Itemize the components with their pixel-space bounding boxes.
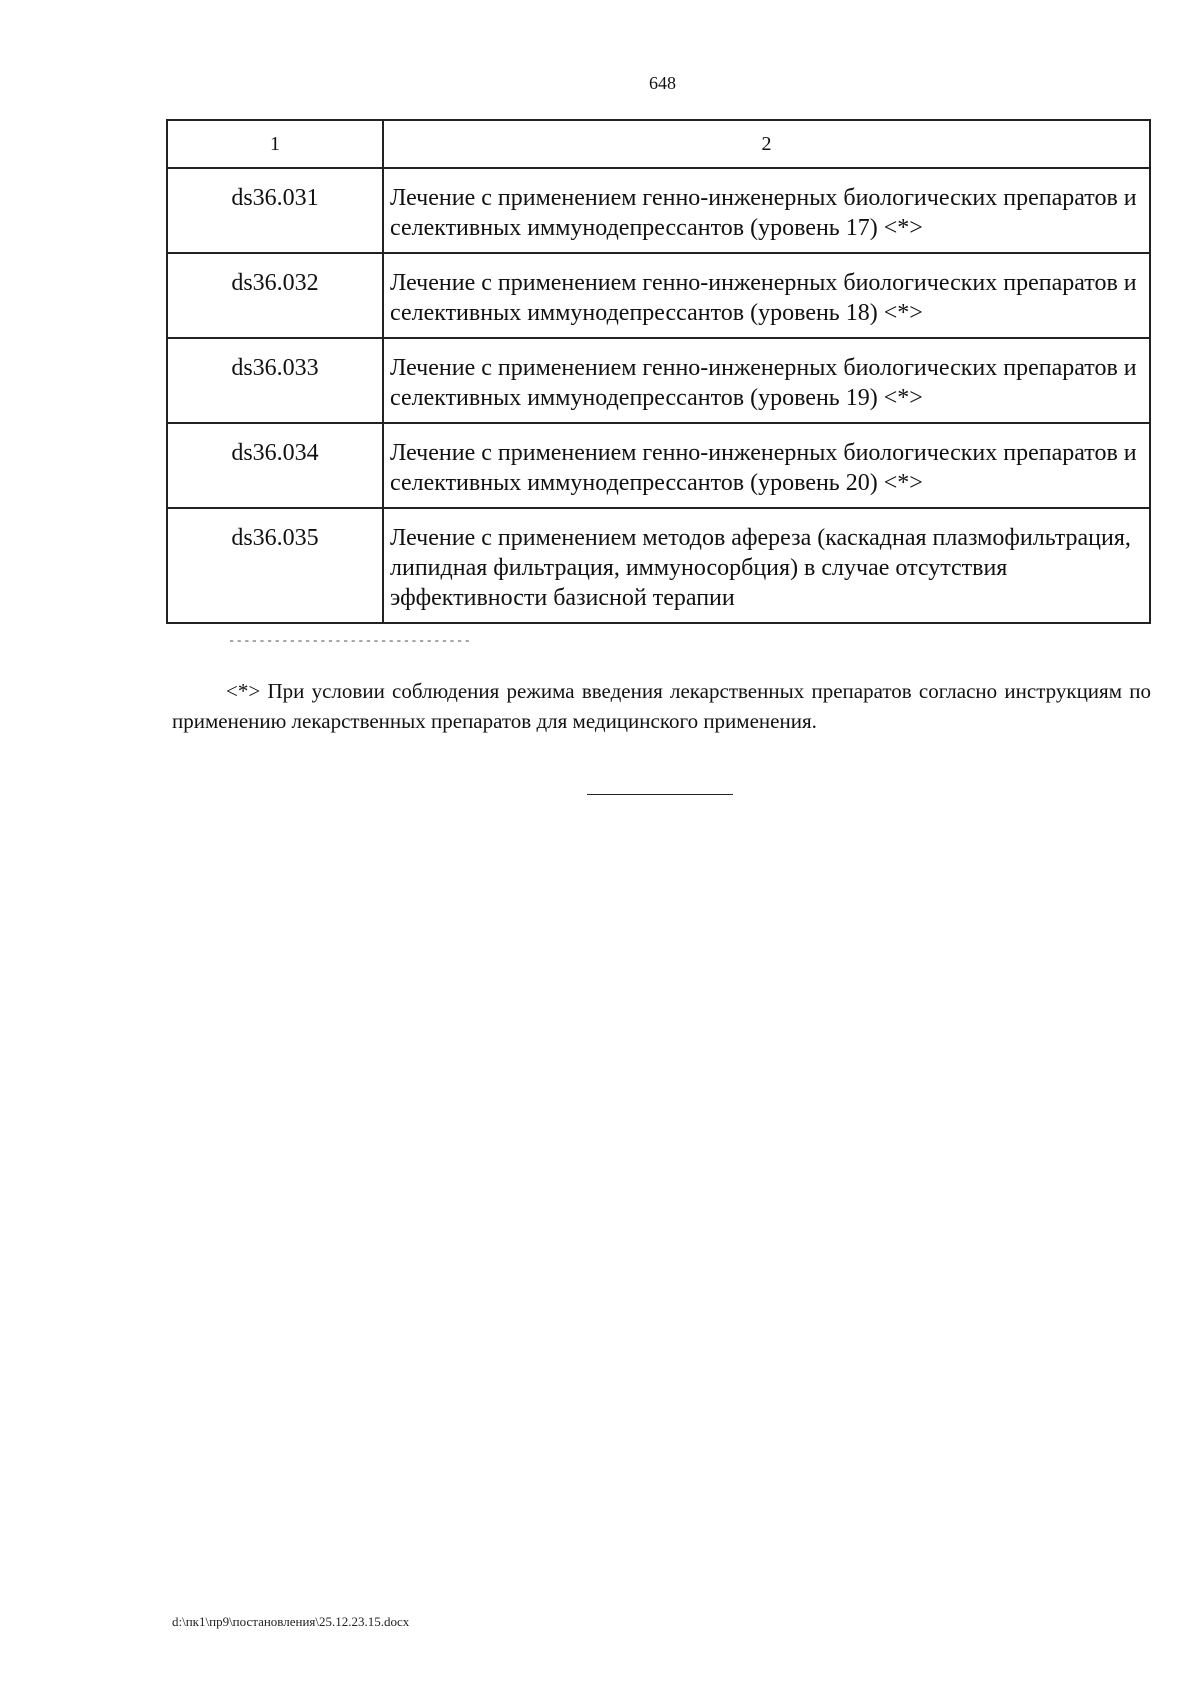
header-cell-1: 1 (167, 120, 383, 168)
tariff-table (166, 119, 1151, 624)
file-path-footer: d:\пк1\пр9\постановления\25.12.23.15.docx (172, 1614, 410, 1629)
footnote-separator: -------------------------------- (228, 634, 472, 648)
page-number: 648 (649, 73, 676, 93)
table-row (167, 253, 1150, 338)
table-row (167, 338, 1150, 423)
table-row (167, 168, 1150, 253)
row-code: ds36.031 (167, 168, 383, 253)
row-description: Лечение с применением генно-инженерных биологических препаратов и селективных иммунодепрессантов (уровень 18) <*> (383, 253, 1150, 338)
table-row (167, 423, 1150, 508)
row-description: Лечение с применением генно-инженерных биологических препаратов и селективных иммунодепрессантов (уровень 19) <*> (383, 338, 1150, 423)
row-code: ds36.032 (167, 253, 383, 338)
row-description: Лечение с применением генно-инженерных биологических препаратов и селективных иммунодепрессантов (уровень 20) <*> (383, 423, 1150, 508)
table-row (167, 508, 1150, 623)
row-description: Лечение с применением методов афереза (каскадная плазмофильтрация, липидная фильтрация, иммуносорбция) в случае отсутствия эффективности базисной терапии (383, 508, 1150, 623)
row-description: Лечение с применением генно-инженерных биологических препаратов и селективных иммунодепрессантов (уровень 17) <*> (383, 168, 1150, 253)
row-code: ds36.034 (167, 423, 383, 508)
end-of-document-rule (587, 794, 733, 795)
footnote-text: <*> При условии соблюдения режима введения лекарственных препаратов согласно инструкциям по применению лекарственных препаратов для медицинского применения. (172, 679, 1151, 733)
table-header-row (167, 120, 1150, 168)
row-code: ds36.033 (167, 338, 383, 423)
row-code: ds36.035 (167, 508, 383, 623)
header-cell-2: 2 (383, 120, 1150, 168)
